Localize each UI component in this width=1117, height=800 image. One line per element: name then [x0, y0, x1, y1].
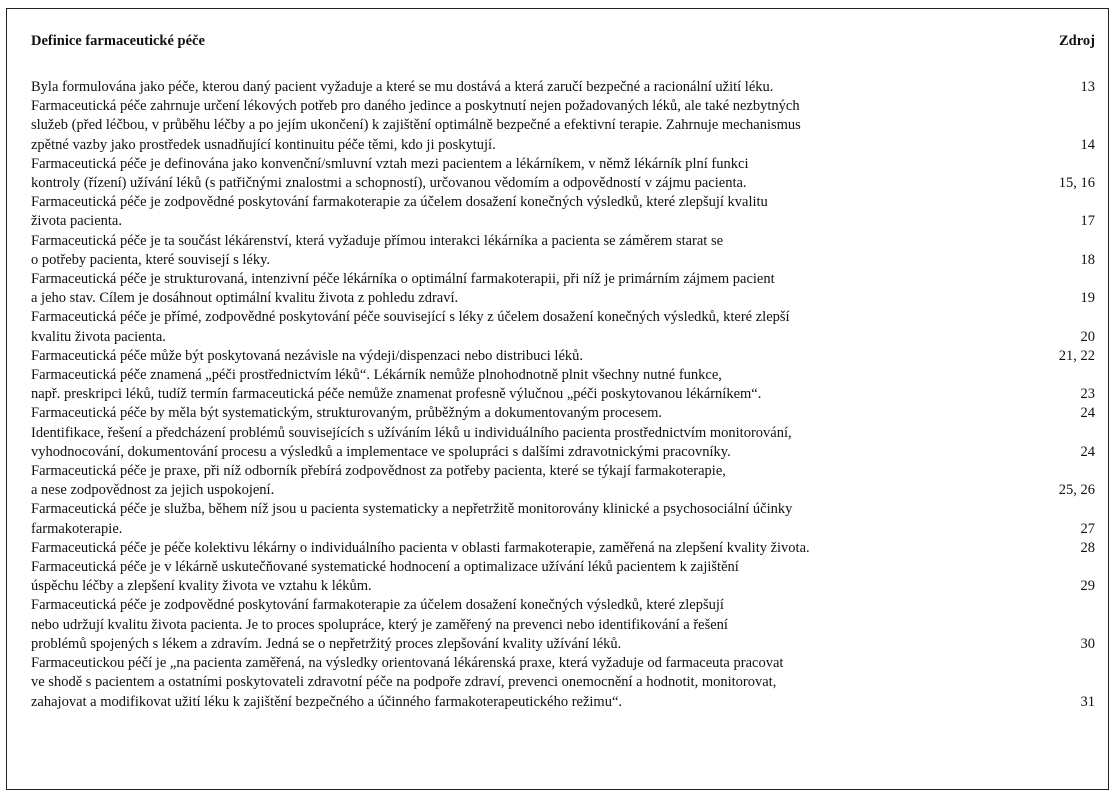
source-reference: 20: [1080, 328, 1095, 345]
header-source: Zdroj: [1059, 33, 1095, 49]
table-row: [31, 270, 1095, 308]
definition-text: Farmaceutická péče je strukturovaná, intenzivní péče lékárníka o optimální farmakoterapii, při níž je primárním zájmem pacient a jeho stav. Cílem je dosáhnout optimální kvalitu života z pohledu zdraví.: [31, 271, 775, 307]
source-reference: 25, 26: [1058, 482, 1095, 499]
table-row: [31, 539, 1095, 558]
definition-text: Byla formulována jako péče, kterou daný pacient vyžaduje a které se mu dostává a která zaručí bezpečné a racionální užití léku.: [31, 79, 774, 95]
definition-text: Identifikace, řešení a předcházení problémů souvisejících s užíváním léků u individuálního pacienta prostřednictvím monitorování, vyhodnocování, dokumentování procesu a výsledků a implementace ve spolupráci s dalšími zdravotnickými pracovníky.: [31, 424, 792, 460]
definition-text: Farmaceutická péče může být poskytovaná nezávisle na výdeji/dispenzaci nebo distribuci léků.: [31, 347, 584, 364]
table-row: [31, 193, 1095, 231]
table-row: [31, 558, 1095, 596]
definition-text: Farmaceutickou péčí je „na pacienta zaměřená, na výsledky orientovaná lékárenská praxe, která vyžaduje od farmaceuta pracovat ve shodě s pacientem a ostatními poskytovateli zdravotní péče na podpoře zdraví, prevenci onemocnění a hodnotit, monitorovat, zahajovat a modifikovat užití léku k zajištění bezpečného a účinného farmakoterapeutického režimu“.: [31, 655, 784, 710]
definitions-table: [31, 31, 1095, 712]
table-row: [31, 97, 1095, 155]
source-reference: 14: [1080, 136, 1095, 153]
header-definition: Definice farmaceutické péče: [31, 33, 205, 49]
definition-text: Farmaceutická péče je v lékárně uskutečňované systematické hodnocení a optimalizace užívání léků pacientem k zajištění úspěchu léčby a zlepšení kvality života ve vztahu k lékům.: [31, 559, 739, 595]
definition-text: Farmaceutická péče znamená „péči prostřednictvím léků“. Lékárník nemůže plnohodnotně plnit všechny nutné funkce, např. preskripci léků, tudíž termín farmaceutická péče nemůže znamenat profesně výlučnou „péči poskytovanou lékárníkem“.: [31, 367, 762, 403]
table-row: [31, 232, 1095, 270]
source-reference: 23: [1080, 386, 1095, 403]
table-row: [31, 347, 1095, 366]
definition-text: Farmaceutická péče je přímé, zodpovědné poskytování péče související s léky z účelem dosažení konečných výsledků, které zlepší kvalitu života pacienta.: [31, 309, 790, 345]
table-body: [31, 78, 1095, 712]
source-reference: 28: [1080, 539, 1095, 556]
source-reference: 13: [1080, 79, 1095, 95]
definition-text: Farmaceutická péče je ta součást lékárenství, která vyžaduje přímou interakci lékárníka a pacienta se záměrem starat se o potřeby pacienta, které souvisejí s léky.: [31, 232, 724, 268]
table-row: [31, 500, 1095, 538]
source-reference: 30: [1080, 635, 1095, 652]
table-row: [31, 462, 1095, 500]
definition-text: Farmaceutická péče je zodpovědné poskytování farmakoterapie za účelem dosažení konečných výsledků, které zlepšují nebo udržují kvalitu života pacienta. Je to proces spolupráce, který je zaměřený na prevenci nebo identifikování a řešení problémů spojených s lékem a zdravím. Jedná se o nepřetržitý proces zlepšování kvality užívání léků.: [31, 597, 728, 652]
table-row: [31, 155, 1095, 193]
source-reference: 24: [1080, 405, 1095, 422]
table-row: [31, 404, 1095, 423]
source-reference: 21, 22: [1058, 347, 1095, 364]
source-reference: 29: [1080, 578, 1095, 595]
table-row: [31, 596, 1095, 654]
definition-text: Farmaceutická péče je péče kolektivu lékárny o individuálního pacienta v oblasti farmakoterapie, zaměřená na zlepšení kvality života.: [31, 539, 810, 556]
table-row: [31, 424, 1095, 462]
source-reference: 31: [1080, 693, 1095, 710]
table-frame: [6, 8, 1109, 790]
definition-text: Farmaceutická péče je praxe, při níž odborník přebírá zodpovědnost za potřeby pacienta, které se týkají farmakoterapie, a nese zodpovědnost za jejich uspokojení.: [31, 463, 726, 499]
source-reference: 17: [1080, 213, 1095, 230]
table-row: [31, 308, 1095, 346]
definition-text: Farmaceutická péče by měla být systematickým, strukturovaným, průběžným a dokumentovaným procesem.: [31, 405, 662, 422]
source-reference: 24: [1080, 443, 1095, 460]
source-reference: 15, 16: [1058, 175, 1095, 192]
source-reference: 18: [1080, 251, 1095, 268]
table-row: [31, 654, 1095, 712]
table-header: [31, 31, 1095, 51]
definition-text: Farmaceutická péče zahrnuje určení lékových potřeb pro daného jedince a poskytnutí nejen požadovaných léků, ale také nezbytných služeb (před léčbou, v průběhu léčby a po jejím ukončení) k zajištění optimálně bezpečné a efektivní terapie. Zahrnuje mechanismus zpětné vazby jako prostředek usnadňující kontinuitu péče těmi, kdo ji poskytují.: [31, 98, 801, 153]
table-row: [31, 366, 1095, 404]
source-reference: 19: [1080, 290, 1095, 307]
table-row: [31, 78, 1095, 97]
definition-text: Farmaceutická péče je služba, během níž jsou u pacienta systematicky a nepřetržitě monitorovány klinické a psychosociální účinky farmakoterapie.: [31, 501, 793, 537]
source-reference: 27: [1080, 520, 1095, 537]
definition-text: Farmaceutická péče je zodpovědné poskytování farmakoterapie za účelem dosažení konečných výsledků, které zlepšují kvalitu života pacienta.: [31, 194, 768, 230]
definition-text: Farmaceutická péče je definována jako konvenční/smluvní vztah mezi pacientem a lékárníkem, v němž lékárník plní funkci kontroly (řízení) užívání léků (s patřičnými znalostmi a schopností), určovanou vědomím a odpovědností v zájmu pacienta.: [31, 155, 749, 192]
